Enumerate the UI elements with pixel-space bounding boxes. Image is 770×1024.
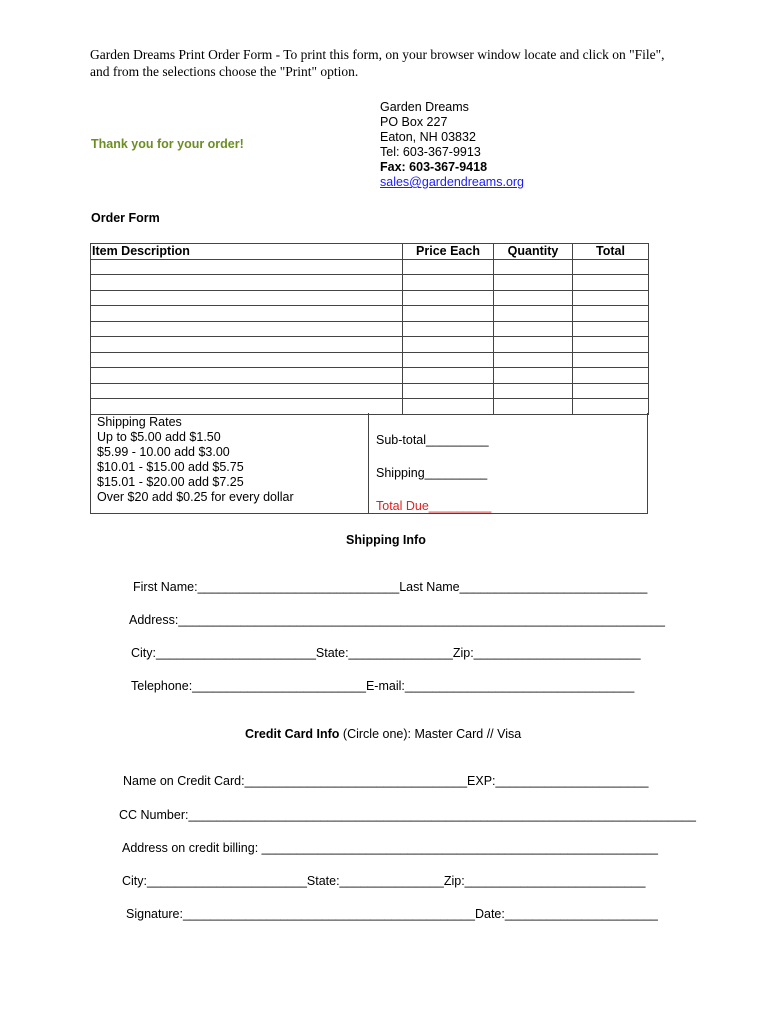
card-type-choice: (Circle one): Master Card // Visa — [339, 727, 522, 741]
price-each-cell[interactable] — [403, 259, 494, 275]
column-header-price-each: Price Each — [403, 244, 494, 260]
shipping-field[interactable]: Shipping_________ — [376, 466, 488, 480]
total-cell[interactable] — [573, 368, 649, 384]
price-each-cell[interactable] — [403, 383, 494, 399]
total-cell[interactable] — [573, 259, 649, 275]
table-row — [91, 306, 649, 322]
item-description-cell[interactable] — [91, 259, 403, 275]
table-row — [91, 259, 649, 275]
quantity-cell[interactable] — [494, 383, 573, 399]
price-each-cell[interactable] — [403, 321, 494, 337]
price-each-cell[interactable] — [403, 275, 494, 291]
company-fax: Fax: 603-367-9418 — [380, 160, 488, 174]
table-row — [91, 275, 649, 291]
company-po-box: PO Box 227 — [380, 115, 448, 129]
billing-address-field[interactable]: Address on credit billing: _________________________________________________________ — [122, 841, 658, 855]
shipping-rates-title: Shipping Rates — [97, 415, 182, 429]
shipping-box-divider — [368, 413, 369, 514]
thank-you-message: Thank you for your order! — [91, 137, 244, 151]
telephone-email-field[interactable]: Telephone:_________________________E-mail:_________________________________ — [131, 679, 635, 693]
shipping-rate-line: $10.01 - $15.00 add $5.75 — [97, 460, 244, 474]
item-description-cell[interactable] — [91, 399, 403, 415]
column-header-item-description: Item Description — [91, 244, 403, 260]
city-state-zip-field[interactable]: City:_______________________State:_______________Zip:________________________ — [131, 646, 641, 660]
item-description-cell[interactable] — [91, 321, 403, 337]
table-row — [91, 352, 649, 368]
quantity-cell[interactable] — [494, 275, 573, 291]
order-items-table — [90, 243, 649, 415]
table-row — [91, 290, 649, 306]
total-cell[interactable] — [573, 275, 649, 291]
price-each-cell[interactable] — [403, 337, 494, 353]
name-field[interactable]: First Name:_____________________________Last Name___________________________ — [133, 580, 648, 594]
item-description-cell[interactable] — [91, 368, 403, 384]
shipping-rate-line: Over $20 add $0.25 for every dollar — [97, 490, 294, 504]
item-description-cell[interactable] — [91, 306, 403, 322]
table-row — [91, 368, 649, 384]
credit-card-info-title: Credit Card Info — [245, 727, 340, 741]
cc-number-field[interactable]: CC Number:_________________________________________________________________________ — [119, 808, 696, 822]
total-cell[interactable] — [573, 321, 649, 337]
total-cell[interactable] — [573, 383, 649, 399]
item-description-cell[interactable] — [91, 290, 403, 306]
table-row — [91, 399, 649, 415]
quantity-cell[interactable] — [494, 337, 573, 353]
price-each-cell[interactable] — [403, 399, 494, 415]
company-email-link[interactable]: sales@gardendreams.org — [380, 175, 525, 189]
price-each-cell[interactable] — [403, 306, 494, 322]
quantity-cell[interactable] — [494, 368, 573, 384]
address-field[interactable]: Address:______________________________________________________________________ — [129, 613, 665, 627]
item-description-cell[interactable] — [91, 275, 403, 291]
table-row — [91, 383, 649, 399]
credit-card-info-heading — [245, 727, 521, 741]
item-description-cell[interactable] — [91, 383, 403, 399]
column-header-quantity: Quantity — [494, 244, 573, 260]
company-phone: Tel: 603-367-9913 — [380, 145, 481, 159]
table-row — [91, 337, 649, 353]
item-description-cell[interactable] — [91, 352, 403, 368]
shipping-rate-line: Up to $5.00 add $1.50 — [97, 430, 221, 444]
shipping-rates — [97, 415, 294, 505]
total-due-field[interactable]: Total Due_________ — [376, 499, 492, 513]
shipping-rate-line: $15.01 - $20.00 add $7.25 — [97, 475, 244, 489]
card-name-exp-field[interactable]: Name on Credit Card:________________________________EXP:______________________ — [123, 774, 649, 788]
column-header-total: Total — [573, 244, 649, 260]
total-cell[interactable] — [573, 399, 649, 415]
total-cell[interactable] — [573, 352, 649, 368]
order-form-title: Order Form — [91, 211, 160, 225]
total-cell[interactable] — [573, 306, 649, 322]
quantity-cell[interactable] — [494, 321, 573, 337]
subtotal-field[interactable]: Sub-total_________ — [376, 433, 489, 447]
shipping-info-heading: Shipping Info — [346, 533, 426, 547]
print-instructions: Garden Dreams Print Order Form - To print this form, on your browser window locate and click on "File", and from the selections choose the "Print" option. — [90, 47, 665, 79]
quantity-cell[interactable] — [494, 306, 573, 322]
signature-date-field[interactable]: Signature:__________________________________________Date:______________________ — [126, 907, 658, 921]
quantity-cell[interactable] — [494, 259, 573, 275]
company-address — [380, 100, 524, 190]
total-cell[interactable] — [573, 337, 649, 353]
quantity-cell[interactable] — [494, 352, 573, 368]
quantity-cell[interactable] — [494, 290, 573, 306]
table-row — [91, 321, 649, 337]
price-each-cell[interactable] — [403, 368, 494, 384]
item-description-cell[interactable] — [91, 337, 403, 353]
table-header-row — [91, 244, 649, 260]
total-cell[interactable] — [573, 290, 649, 306]
company-city: Eaton, NH 03832 — [380, 130, 476, 144]
price-each-cell[interactable] — [403, 290, 494, 306]
billing-city-state-zip-field[interactable]: City:_______________________State:_______________Zip:__________________________ — [122, 874, 646, 888]
company-name: Garden Dreams — [380, 100, 469, 114]
shipping-rate-line: $5.99 - 10.00 add $3.00 — [97, 445, 230, 459]
price-each-cell[interactable] — [403, 352, 494, 368]
quantity-cell[interactable] — [494, 399, 573, 415]
